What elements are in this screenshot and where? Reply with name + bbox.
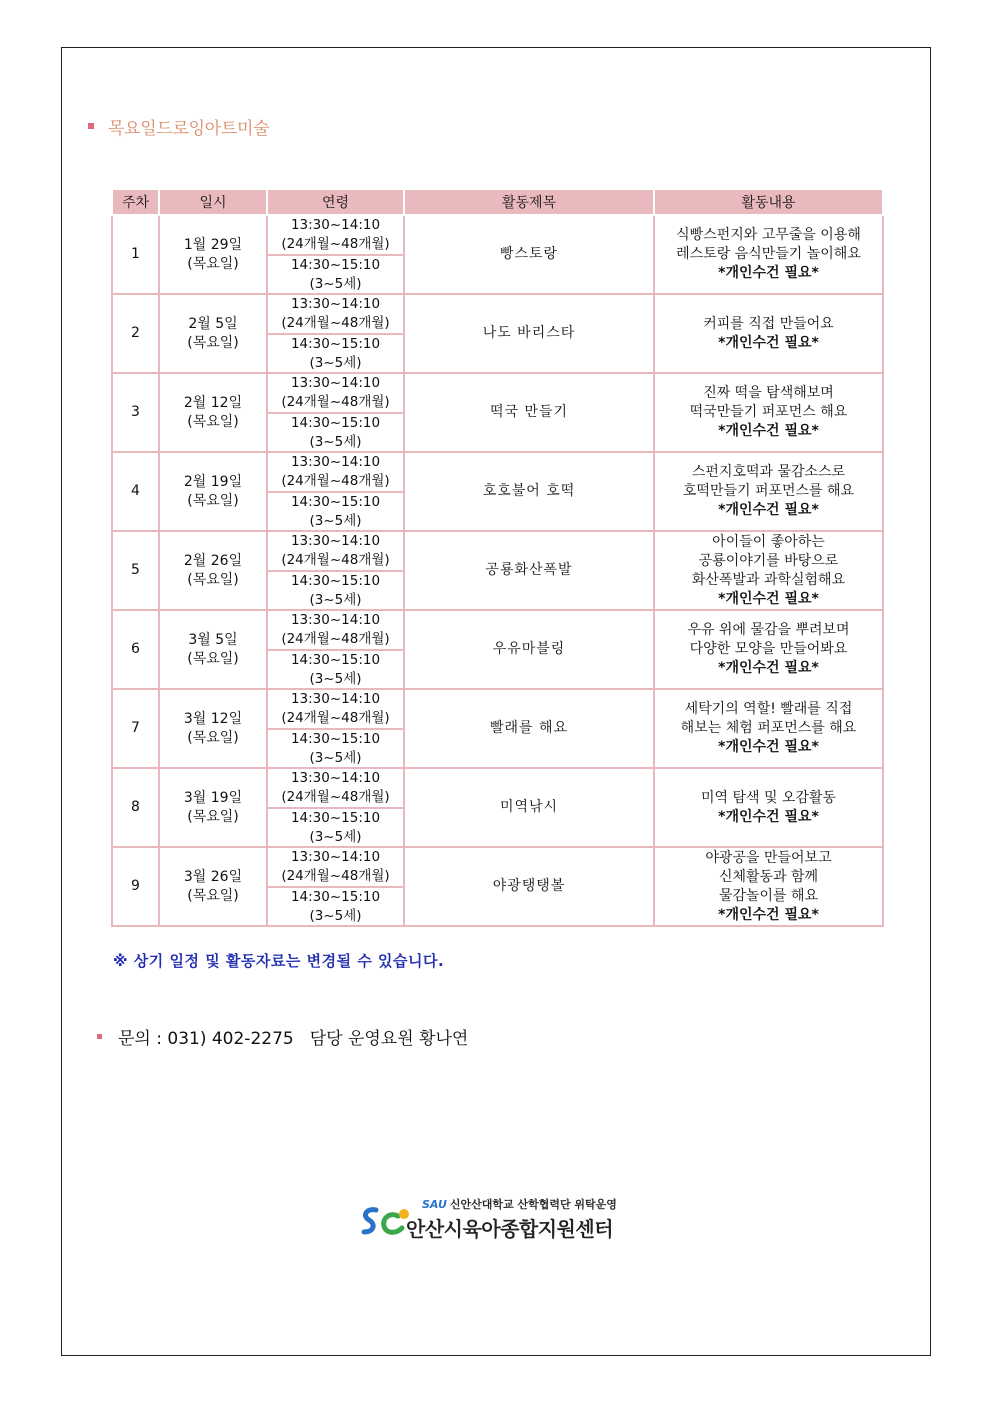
- slot-age: (24개월~48개월): [281, 236, 390, 252]
- date-cell: [159, 768, 267, 847]
- slot-time: 13:30~14:10: [290, 296, 381, 312]
- header-content: 활동내용: [654, 189, 883, 215]
- square-bullet-icon: [97, 1034, 102, 1039]
- age-slot-2: [268, 728, 403, 768]
- content-note: *개인수건 필요*: [718, 502, 819, 518]
- content-note: *개인수건 필요*: [718, 739, 819, 755]
- slot-time: 14:30~15:10: [290, 336, 381, 352]
- age-slot-1: [268, 769, 403, 807]
- header-title: 활동제목: [404, 189, 654, 215]
- slot-time: 13:30~14:10: [290, 375, 381, 391]
- age-slot-2: [268, 886, 403, 926]
- activity-title: 공룡화산폭발: [404, 531, 654, 610]
- logo-title: 안산시육아종합지원센터: [406, 1217, 614, 1241]
- table-row: [112, 215, 883, 294]
- slot-time: 14:30~15:10: [290, 810, 381, 826]
- content-line: 화산폭발과 과학실험해요: [691, 571, 846, 588]
- age-cell: [267, 215, 404, 294]
- slot-time: 13:30~14:10: [290, 849, 381, 865]
- table-row: [112, 531, 883, 610]
- slot-age: (24개월~48개월): [281, 631, 390, 647]
- activity-content: [654, 689, 883, 768]
- age-slot-2: [268, 412, 403, 452]
- slot-time: 14:30~15:10: [290, 415, 381, 431]
- header-age: 연령: [267, 189, 404, 215]
- slot-age: (24개월~48개월): [281, 868, 390, 884]
- activity-title: 나도 바리스타: [404, 294, 654, 373]
- slot-time: 14:30~15:10: [290, 889, 381, 905]
- date-cell: [159, 610, 267, 689]
- slot-age: (24개월~48개월): [281, 789, 390, 805]
- content-line: 해보는 체험 퍼포먼스를 해요: [680, 720, 857, 736]
- content-note: *개인수건 필요*: [718, 906, 819, 923]
- content-note: *개인수건 필요*: [718, 423, 819, 439]
- age-cell: [267, 452, 404, 531]
- age-slot-2: [268, 333, 403, 373]
- table-row: [112, 452, 883, 531]
- header-week: 주차: [112, 189, 159, 215]
- contact-label: 문의 : 031) 402-2275: [118, 1028, 294, 1049]
- content-line: 우유 위에 물감을 뿌려보며: [687, 622, 850, 638]
- date-cell: [159, 531, 267, 610]
- content-line: 야광공을 만들어보고: [705, 849, 832, 866]
- age-cell: [267, 689, 404, 768]
- age-slot-2: [268, 491, 403, 531]
- day-text: (목요일): [187, 413, 239, 430]
- table-row: [112, 373, 883, 452]
- slot-age: (3~5세): [309, 276, 362, 292]
- day-text: (목요일): [187, 255, 239, 272]
- content-line: 다양한 모양을 만들어봐요: [689, 641, 848, 657]
- date-text: 3월 26일: [183, 868, 243, 885]
- week-cell: 3: [112, 373, 159, 452]
- day-text: (목요일): [187, 887, 239, 904]
- contact-person: 담당 운영요원 황나연: [309, 1028, 469, 1049]
- slot-time: 14:30~15:10: [290, 731, 381, 747]
- activity-content: [654, 294, 883, 373]
- age-cell: [267, 531, 404, 610]
- slot-time: 13:30~14:10: [290, 217, 381, 233]
- slot-age: (24개월~48개월): [281, 394, 390, 410]
- slot-time: 14:30~15:10: [290, 257, 381, 273]
- day-text: (목요일): [187, 729, 239, 746]
- activity-title: 빵스토랑: [404, 215, 654, 294]
- week-cell: 5: [112, 531, 159, 610]
- activity-title: 호호불어 호떡: [404, 452, 654, 531]
- slot-age: (3~5세): [309, 434, 362, 450]
- age-slot-2: [268, 807, 403, 847]
- slot-age: (3~5세): [309, 592, 362, 608]
- age-cell: [267, 847, 404, 926]
- content-line: 세탁기의 역할! 빨래를 직접: [684, 701, 853, 717]
- week-cell: 8: [112, 768, 159, 847]
- table-row: [112, 768, 883, 847]
- age-slot-1: [268, 374, 403, 412]
- slot-age: (3~5세): [309, 355, 362, 371]
- sc-logo-icon: [360, 1204, 412, 1240]
- content-note: *개인수건 필요*: [718, 590, 819, 607]
- age-slot-1: [268, 848, 403, 886]
- date-text: 2월 26일: [183, 552, 243, 569]
- week-cell: 9: [112, 847, 159, 926]
- week-cell: 7: [112, 689, 159, 768]
- date-cell: [159, 452, 267, 531]
- section-title-text: 목요일드로잉아트미술: [108, 118, 270, 139]
- table-row: [112, 847, 883, 926]
- content-note: *개인수건 필요*: [718, 334, 819, 351]
- slot-time: 13:30~14:10: [290, 612, 381, 628]
- week-cell: 2: [112, 294, 159, 373]
- content-line: 떡국만들기 퍼포먼스 해요: [689, 404, 848, 420]
- section-title: [88, 113, 269, 139]
- content-note: *개인수건 필요*: [718, 808, 819, 825]
- content-line: 스펀지호떡과 물감소스로: [691, 464, 846, 480]
- date-cell: [159, 294, 267, 373]
- age-slot-2: [268, 570, 403, 610]
- day-text: (목요일): [187, 571, 239, 588]
- content-line: 물감놀이를 해요: [718, 887, 819, 904]
- age-cell: [267, 610, 404, 689]
- day-text: (목요일): [187, 808, 239, 825]
- age-slot-2: [268, 649, 403, 689]
- logo-brand: SAU: [422, 1198, 447, 1211]
- content-line: 진짜 떡을 탐색해보며: [703, 385, 834, 401]
- activity-title: 야광탱탱볼: [404, 847, 654, 926]
- activity-content: [654, 373, 883, 452]
- table-row: [112, 610, 883, 689]
- date-text: 2월 19일: [183, 473, 243, 490]
- logo-sub-text: 신안산대학교 산학협력단 위탁운영: [449, 1198, 617, 1211]
- activity-content: [654, 215, 883, 294]
- date-text: 3월 12일: [183, 710, 243, 727]
- activity-content: [654, 531, 883, 610]
- slot-time: 14:30~15:10: [290, 652, 381, 668]
- slot-time: 14:30~15:10: [290, 573, 381, 589]
- slot-time: 13:30~14:10: [290, 770, 381, 786]
- age-slot-1: [268, 532, 403, 570]
- date-cell: [159, 847, 267, 926]
- header-date: 일시: [159, 189, 267, 215]
- contact-line: [97, 1022, 468, 1050]
- slot-time: 13:30~14:10: [290, 533, 381, 549]
- activity-title: 우유마블링: [404, 610, 654, 689]
- activity-content: [654, 610, 883, 689]
- age-slot-2: [268, 254, 403, 294]
- week-cell: 4: [112, 452, 159, 531]
- age-cell: [267, 768, 404, 847]
- content-line: 커피를 직접 만들어요: [703, 315, 834, 332]
- day-text: (목요일): [187, 492, 239, 509]
- content-line: 신체활동과 함께: [718, 868, 819, 885]
- slot-age: (3~5세): [309, 829, 362, 845]
- content-note: *개인수건 필요*: [718, 265, 819, 281]
- slot-age: (24개월~48개월): [281, 552, 390, 568]
- age-slot-1: [268, 216, 403, 254]
- day-text: (목요일): [187, 334, 239, 351]
- content-line: 레스토랑 음식만들기 놀이해요: [676, 246, 861, 262]
- slot-age: (24개월~48개월): [281, 473, 390, 489]
- slot-age: (3~5세): [309, 671, 362, 687]
- content-line: 식빵스펀지와 고무줄을 이용해: [676, 227, 861, 243]
- age-cell: [267, 373, 404, 452]
- square-bullet-icon: [88, 123, 94, 129]
- activity-title: 빨래를 해요: [404, 689, 654, 768]
- age-slot-1: [268, 295, 403, 333]
- slot-age: (3~5세): [309, 513, 362, 529]
- slot-age: (24개월~48개월): [281, 315, 390, 331]
- content-line: 미역 탐색 및 오감활동: [700, 789, 837, 806]
- table-row: [112, 294, 883, 373]
- date-cell: [159, 215, 267, 294]
- date-cell: [159, 373, 267, 452]
- notice-text: ※ 상기 일정 및 활동자료는 변경될 수 있습니다.: [113, 952, 445, 970]
- center-logo: [360, 1194, 640, 1244]
- slot-time: 13:30~14:10: [290, 691, 381, 707]
- date-text: 2월 5일: [188, 315, 238, 332]
- age-slot-1: [268, 453, 403, 491]
- content-note: *개인수건 필요*: [718, 660, 819, 676]
- age-slot-1: [268, 690, 403, 728]
- schedule-body: [112, 215, 883, 926]
- activity-title: 미역낚시: [404, 768, 654, 847]
- table-row: [112, 689, 883, 768]
- content-line: 호떡만들기 퍼포먼스를 해요: [682, 483, 855, 499]
- slot-age: (3~5세): [309, 908, 362, 924]
- content-line: 공룡이야기를 바탕으로: [698, 552, 839, 569]
- activity-content: [654, 768, 883, 847]
- week-cell: 6: [112, 610, 159, 689]
- date-cell: [159, 689, 267, 768]
- date-text: 2월 12일: [183, 394, 243, 411]
- date-text: 3월 5일: [188, 631, 238, 648]
- activity-title: 떡국 만들기: [404, 373, 654, 452]
- slot-age: (3~5세): [309, 750, 362, 766]
- age-cell: [267, 294, 404, 373]
- content-line: 아이들이 좋아하는: [712, 533, 825, 550]
- age-slot-1: [268, 611, 403, 649]
- activity-content: [654, 847, 883, 926]
- week-cell: 1: [112, 215, 159, 294]
- slot-time: 14:30~15:10: [290, 494, 381, 510]
- date-text: 1월 29일: [183, 236, 243, 253]
- logo-subtitle: [422, 1196, 617, 1212]
- schedule-table: [111, 188, 884, 927]
- day-text: (목요일): [187, 650, 239, 667]
- slot-age: (24개월~48개월): [281, 710, 390, 726]
- date-text: 3월 19일: [183, 789, 243, 806]
- table-header-row: [112, 189, 883, 215]
- activity-content: [654, 452, 883, 531]
- slot-time: 13:30~14:10: [290, 454, 381, 470]
